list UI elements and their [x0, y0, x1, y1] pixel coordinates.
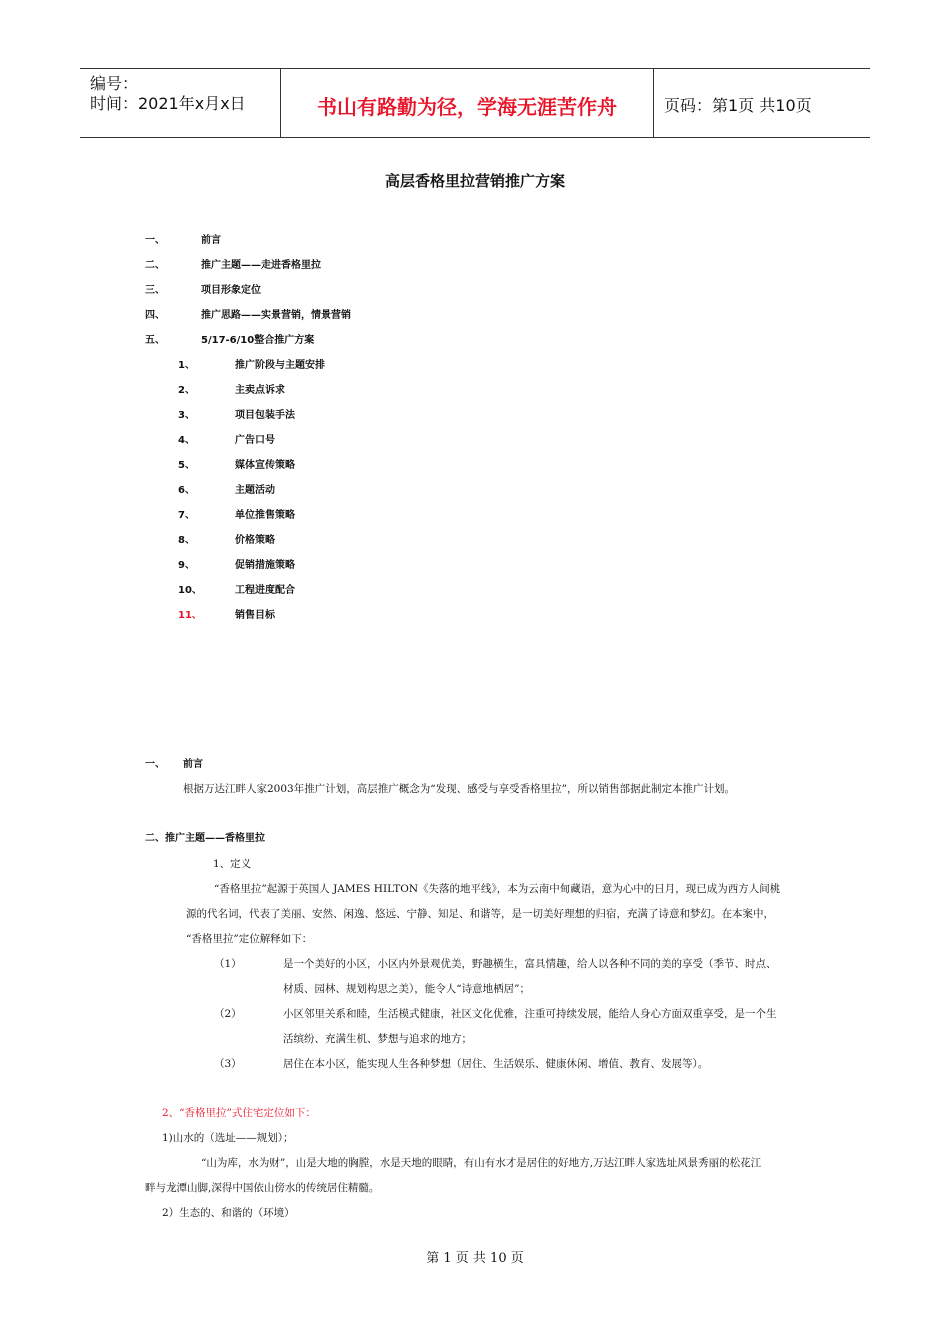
toc-subitem: [178, 384, 578, 398]
toc-item-number: 三、: [145, 285, 165, 296]
document-title: 高层香格里拉营销推广方案: [384, 172, 565, 190]
toc-subitem-text: 单位推售策略: [235, 510, 295, 521]
list-item-line: 材质、园林、规划构思之美），能令人“诗意地栖居”；: [283, 983, 530, 995]
toc-subitem: [178, 434, 578, 448]
toc-subitem: [178, 509, 578, 523]
toc-subitem: [178, 409, 578, 423]
toc-subitem-number: 10、: [178, 585, 202, 596]
paragraph-line: 1)山水的（选址——规划）；: [162, 1132, 294, 1144]
toc-subitem-number: 1、: [178, 360, 195, 371]
time-label: 时间：2021年x月x日: [90, 94, 246, 113]
section2-sub2: 2、“香格里拉”式住宅定位如下：: [162, 1107, 316, 1119]
toc-subitem-text: 推广阶段与主题安排: [235, 360, 325, 371]
toc-subitem-number: 4、: [178, 435, 195, 446]
header-right-cell: [654, 69, 870, 137]
definition-line: 源的代名词，代表了美丽、安然、闲逸、悠远、宁静、知足、和谐等，是一切美好理想的归宿，充满了诗意和梦幻。在本案中，: [186, 908, 774, 920]
list-item-line: 居住在本小区，能实现人生各种梦想（居住、生活娱乐、健康休闲、增值、教育、发展等）。: [283, 1058, 709, 1070]
toc-item-text: 前言: [201, 235, 221, 246]
toc-subitem-number: 3、: [178, 410, 195, 421]
list-item-line: 是一个美好的小区，小区内外景观优美，野趣横生，富具情趣，给人以各种不同的美的享受（季节、时点、: [283, 958, 777, 970]
toc-subitem-number: 8、: [178, 535, 195, 546]
paragraph-line: 2）生态的、和谐的（环境）: [162, 1207, 295, 1219]
definition-line: “香格里拉”定位解释如下：: [186, 933, 313, 945]
paragraph-line: 畔与龙潭山脚,深得中国依山傍水的传统居住精髓。: [145, 1182, 380, 1194]
toc-subitem: [178, 459, 578, 473]
toc-item-text: 推广主题——走进香格里拉: [201, 260, 321, 271]
header-left-cell: [80, 69, 281, 137]
toc-subitem-text: 广告口号: [235, 435, 275, 446]
toc-item-number: 五、: [145, 335, 165, 346]
toc-item: [145, 259, 545, 273]
toc-subitem: [178, 359, 578, 373]
section1-heading: 前言: [183, 759, 203, 770]
toc-subitem-text: 项目包装手法: [235, 410, 295, 421]
toc-subitem-number: 9、: [178, 560, 195, 571]
list-item-line: 活缤纷、充满生机、梦想与追求的地方；: [283, 1033, 472, 1045]
toc-subitem: [178, 609, 578, 623]
toc-item-text: 推广思路——实景营销，情景营销: [201, 310, 351, 321]
motto: 书山有路勤为径，学海无涯苦作舟: [317, 95, 617, 119]
list-item-number: （3）: [214, 1058, 242, 1070]
section2-sub1: 1、定义: [213, 858, 252, 870]
toc-subitem-number: 5、: [178, 460, 195, 471]
page-code: 页码：第1页 共10页: [664, 96, 812, 115]
toc-item-number: 四、: [145, 310, 165, 321]
section2-heading: 二、推广主题——香格里拉: [145, 833, 265, 844]
toc-subitem-text: 工程进度配合: [235, 585, 295, 596]
toc-subitem-text: 价格策略: [235, 535, 275, 546]
toc-subitem: [178, 584, 578, 598]
toc-subitem-text: 促销措施策略: [235, 560, 295, 571]
toc-item-number: 一、: [145, 235, 165, 246]
toc-subitem-number: 11、: [178, 610, 202, 621]
toc-subitem-text: 主题活动: [235, 485, 275, 496]
definition-line: “香格里拉”起源于英国人 JAMES HILTON《失落的地平线》，本为云南中甸藏语，意为心中的日月，现已成为西方人间桃: [214, 883, 781, 895]
toc-subitem: [178, 484, 578, 498]
toc-subitem-number: 6、: [178, 485, 195, 496]
toc-subitem-text: 主卖点诉求: [235, 385, 285, 396]
section1-number: 一、: [145, 759, 165, 770]
toc-subitem: [178, 559, 578, 573]
toc-item: [145, 234, 545, 248]
toc-item: [145, 334, 545, 348]
toc-item-number: 二、: [145, 260, 165, 271]
list-item-number: （1）: [214, 958, 242, 970]
list-item-line: 小区邻里关系和睦，生活模式健康，社区文化优雅，注重可持续发展，能给人身心方面双重享受，是一个生: [283, 1008, 777, 1020]
header-middle-cell: [281, 69, 654, 137]
toc-item: [145, 284, 545, 298]
toc-subitem-number: 2、: [178, 385, 195, 396]
paragraph-line: “山为库，水为财”，山是大地的胸膛，水是天地的眼睛，有山有水才是居住的好地方,万达江畔人家选址风景秀丽的松花江: [201, 1157, 762, 1169]
toc-subitem-text: 销售目标: [235, 610, 275, 621]
toc-subitem: [178, 534, 578, 548]
toc-item-text: 5/17-6/10整合推广方案: [201, 335, 315, 346]
toc-item-text: 项目形象定位: [201, 285, 261, 296]
page-footer: 第 1 页 共 10 页: [426, 1251, 524, 1266]
section1-paragraph: 根据万达江畔人家2003年推广计划，高层推广概念为“发现、感受与享受香格里拉”，所以销售部据此制定本推广计划。: [183, 783, 735, 795]
list-item-number: （2）: [214, 1008, 242, 1020]
toc-subitem-text: 媒体宣传策略: [235, 460, 295, 471]
number-label: 编号：: [90, 74, 139, 93]
header-table: [80, 68, 870, 138]
toc-item: [145, 309, 545, 323]
toc-subitem-number: 7、: [178, 510, 195, 521]
